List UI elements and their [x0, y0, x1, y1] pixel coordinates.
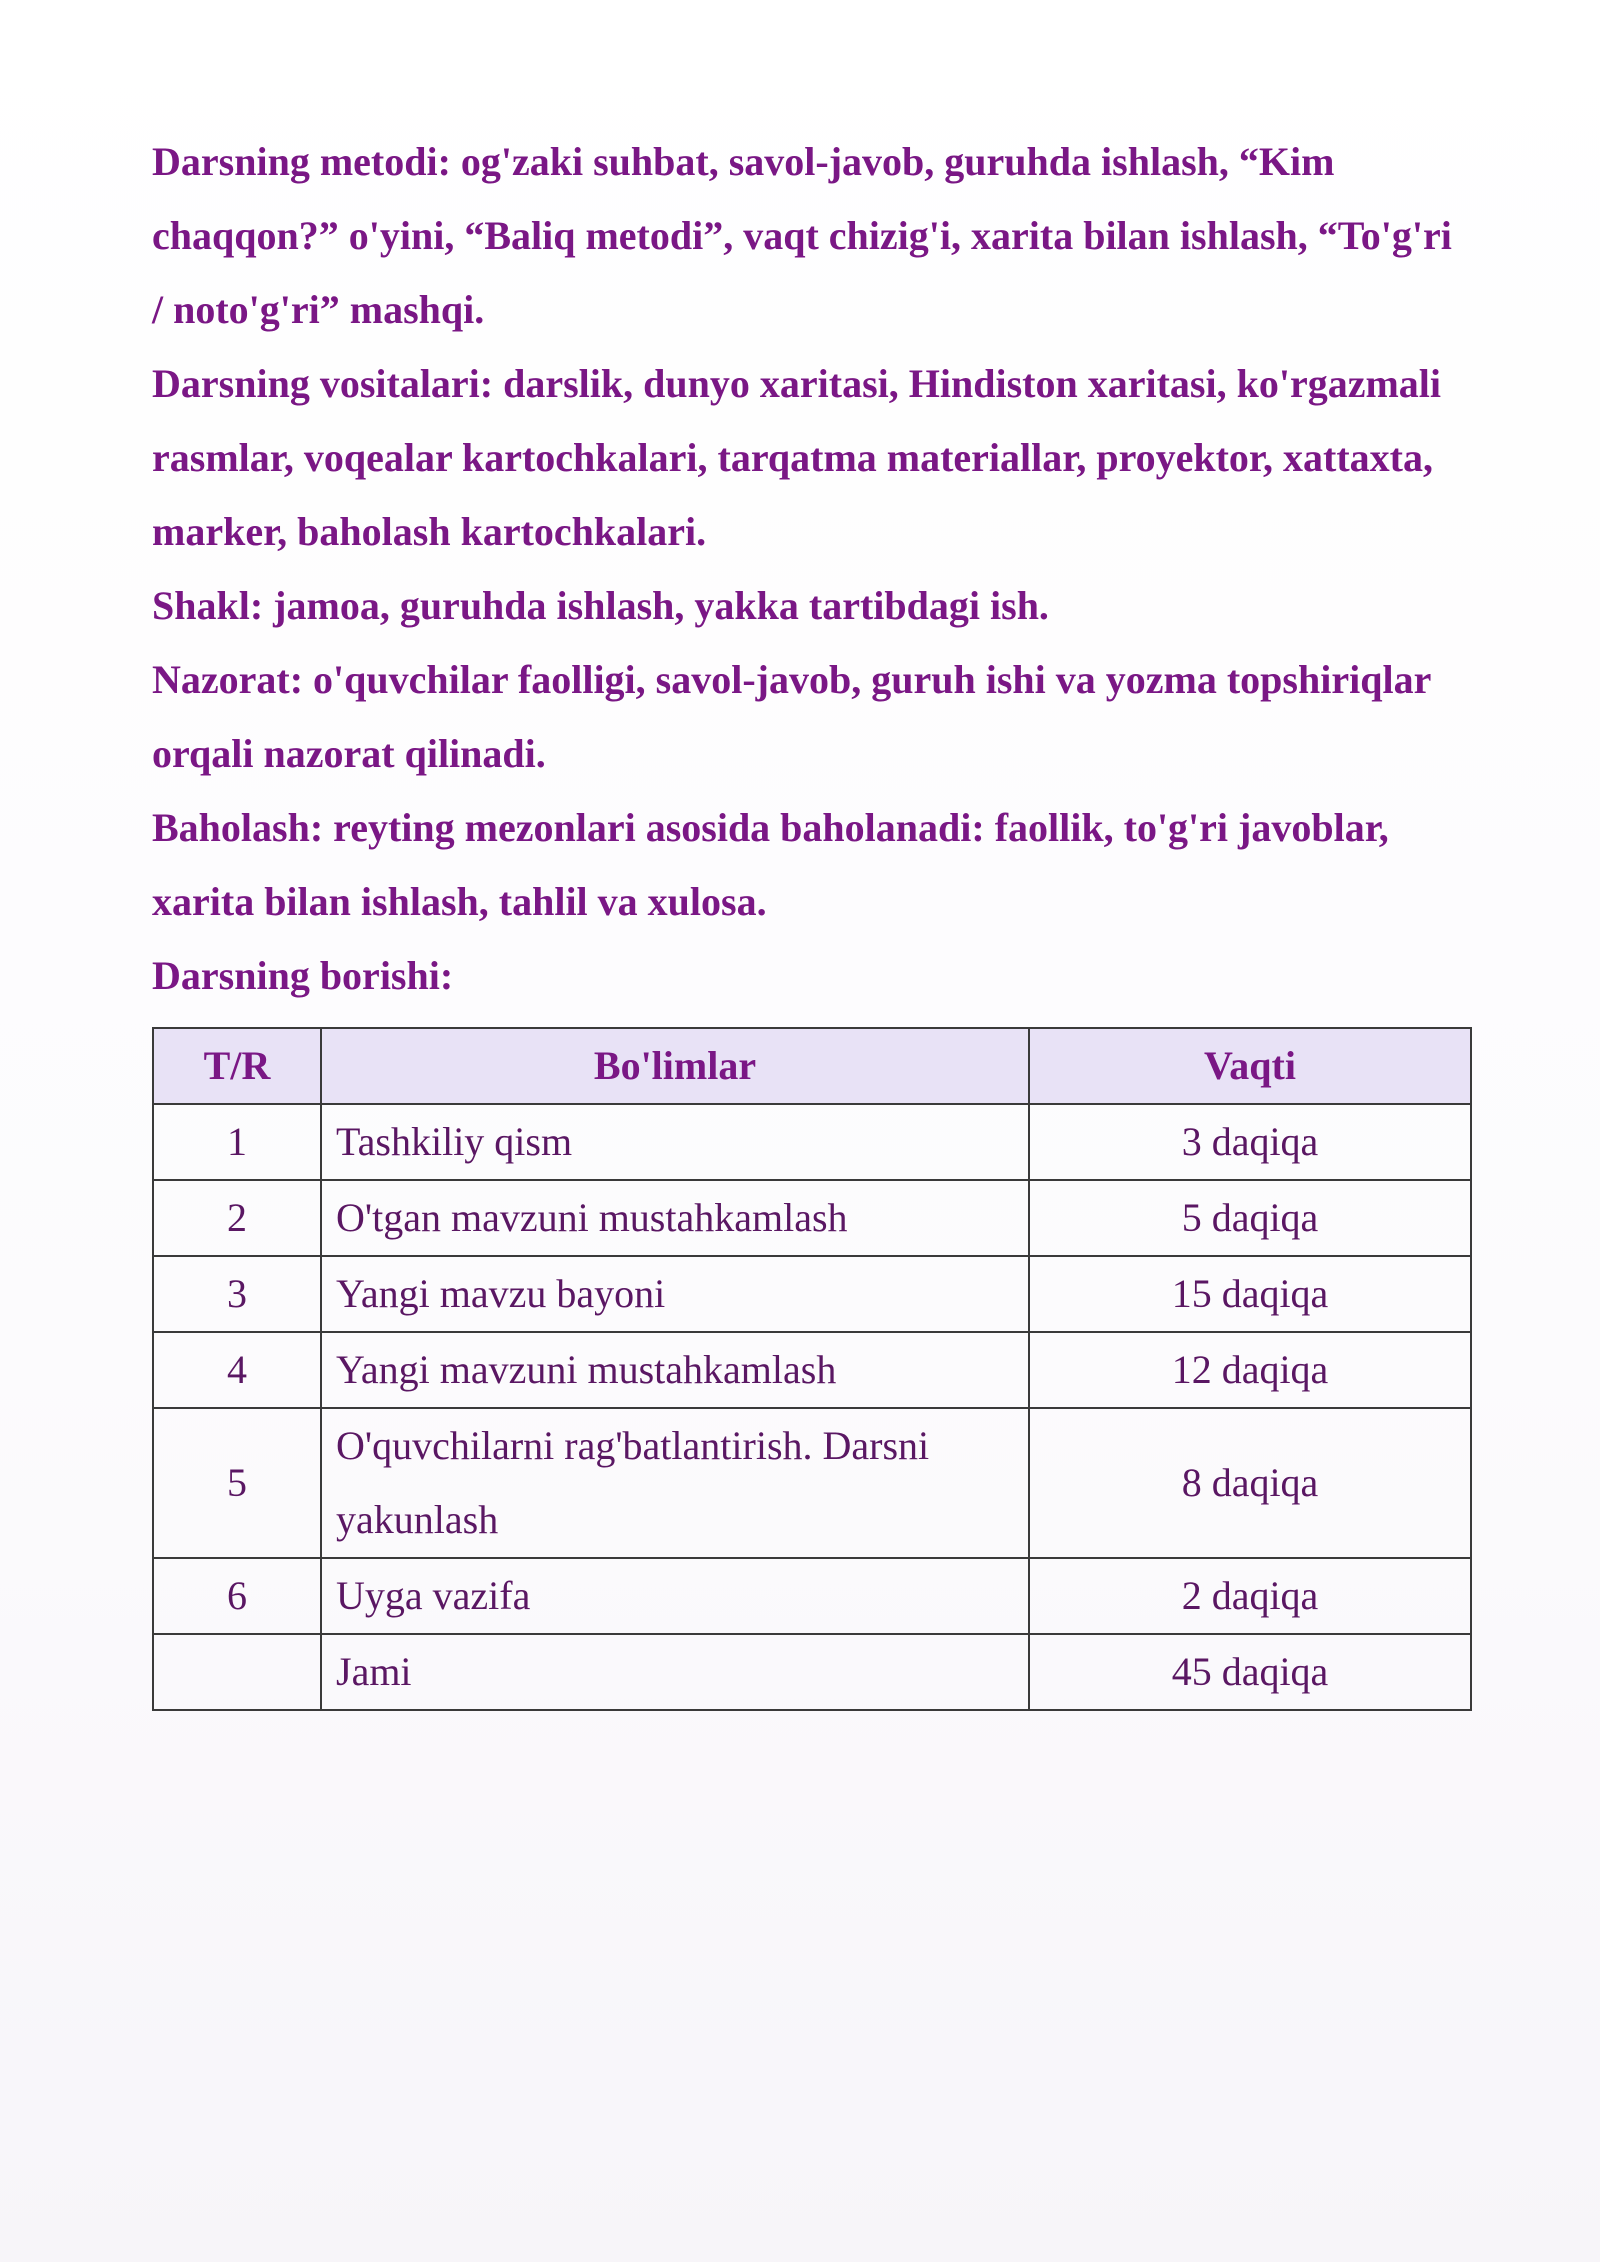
row-time: 45 daqiqa	[1029, 1634, 1471, 1710]
row-number: 3	[153, 1256, 321, 1332]
header-sections: Bo'limlar	[321, 1028, 1029, 1104]
row-section: Yangi mavzuni mustahkamlash	[321, 1332, 1029, 1408]
row-number: 6	[153, 1558, 321, 1634]
row-time: 3 daqiqa	[1029, 1104, 1471, 1180]
table-header-row	[153, 1028, 1471, 1104]
lesson-info-text	[152, 125, 1452, 1013]
row-section: Yangi mavzu bayoni	[321, 1256, 1029, 1332]
row-time: 12 daqiqa	[1029, 1332, 1471, 1408]
row-number: 2	[153, 1180, 321, 1256]
paragraph-methods: Darsning metodi: og'zaki suhbat, savol-javob, guruhda ishlash, “Kim chaqqon?” o'yini, “Baliq metodi”, vaqt chizig'i, xarita bilan ishlash, “To'g'ri / noto'g'ri” mashqi.	[152, 139, 1452, 332]
table-row	[153, 1408, 1471, 1558]
row-time: 15 daqiqa	[1029, 1256, 1471, 1332]
row-number: 1	[153, 1104, 321, 1180]
row-number: 5	[153, 1408, 321, 1558]
table-row	[153, 1256, 1471, 1332]
table-row	[153, 1558, 1471, 1634]
lesson-plan-table	[152, 1027, 1472, 1711]
header-number: T/R	[153, 1028, 321, 1104]
row-section: O'tgan mavzuni mustahkamlash	[321, 1180, 1029, 1256]
row-number: 4	[153, 1332, 321, 1408]
row-number	[153, 1634, 321, 1710]
row-section: Tashkiliy qism	[321, 1104, 1029, 1180]
row-section: O'quvchilarni rag'batlantirish. Darsni yakunlash	[321, 1408, 1029, 1558]
row-time: 8 daqiqa	[1029, 1408, 1471, 1558]
table-total-row	[153, 1634, 1471, 1710]
row-section: Uyga vazifa	[321, 1558, 1029, 1634]
paragraph-lesson-flow-heading: Darsning borishi:	[152, 953, 454, 998]
table-row	[153, 1180, 1471, 1256]
table-row	[153, 1332, 1471, 1408]
header-time: Vaqti	[1029, 1028, 1471, 1104]
paragraph-control: Nazorat: o'quvchilar faolligi, savol-javob, guruh ishi va yozma topshiriqlar orqali nazorat qilinadi.	[152, 657, 1431, 776]
paragraph-tools: Darsning vositalari: darslik, dunyo xaritasi, Hindiston xaritasi, ko'rgazmali rasmlar, voqealar kartochkalari, tarqatma materiallar, proyektor, xattaxta, marker, baholash kartochkalari.	[152, 361, 1442, 554]
table-row	[153, 1104, 1471, 1180]
paragraph-form: Shakl: jamoa, guruhda ishlash, yakka tartibdagi ish.	[152, 583, 1049, 628]
row-time: 2 daqiqa	[1029, 1558, 1471, 1634]
row-time: 5 daqiqa	[1029, 1180, 1471, 1256]
row-section: Jami	[321, 1634, 1029, 1710]
paragraph-assessment: Baholash: reyting mezonlari asosida baholanadi: faollik, to'g'ri javoblar, xarita bilan ishlash, tahlil va xulosa.	[152, 805, 1389, 924]
